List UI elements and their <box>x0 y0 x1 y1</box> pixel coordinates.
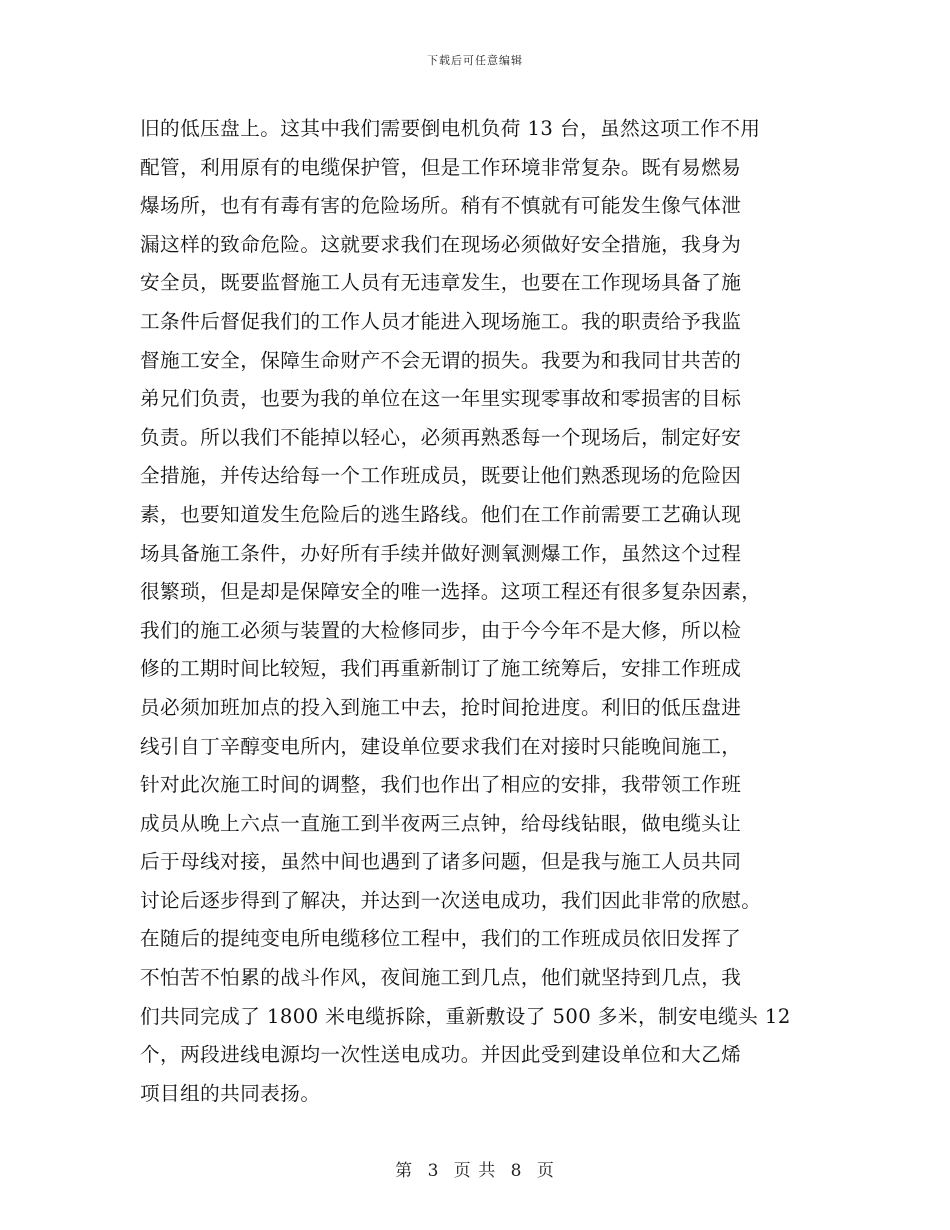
text-line: 员必须加班加点的投入到施工中去，抢时间抢进度。利旧的低压盘进 <box>140 695 742 719</box>
text-line: 很繁琐，但是却是保障安全的唯一选择。这项工程还有很多复杂因素， <box>140 580 762 604</box>
text-line: 工条件后督促我们的工作人员才能进入现场施工。我的职责给予我监 <box>140 309 742 333</box>
footer-prefix: 第 <box>395 1161 414 1181</box>
text-line: 成员从晚上六点一直施工到半夜两三点钟，给母线钻眼，做电缆头让 <box>140 811 742 835</box>
text-line: 后于母线对接，虽然中间也遇到了诸多问题，但是我与施工人员共同 <box>140 850 742 874</box>
text-line: 场具备施工条件，办好所有手续并做好测氧测爆工作，虽然这个过程 <box>140 541 742 565</box>
text-line: 在随后的提纯变电所电缆移位工程中，我们的工作班成员依旧发挥了 <box>140 927 742 951</box>
text-line: 讨论后逐步得到了解决，并达到一次送电成功，我们因此非常的欣慰。 <box>140 888 762 912</box>
page-header: 下载后可任意编辑 <box>427 54 523 67</box>
text-line: 线引自丁辛醇变电所内，建设单位要求我们在对接时只能晚间施工， <box>140 734 742 758</box>
footer-suffix: 页 <box>536 1161 555 1181</box>
text-line: 配管，利用原有的电缆保护管，但是工作环境非常复杂。既有易燃易 <box>140 155 742 179</box>
text-line: 项目组的共同表扬。 <box>140 1081 321 1105</box>
text-line: 素，也要知道发生危险后的逃生路线。他们在工作前需要工艺确认现 <box>140 502 742 526</box>
text-line: 漏这样的致命危险。这就要求我们在现场必须做好安全措施，我身为 <box>140 232 742 256</box>
text-line: 个，两段进线电源均一次性送电成功。并因此受到建设单位和大乙烯 <box>140 1043 742 1067</box>
body-text <box>140 110 810 1113</box>
text-line: 全措施，并传达给每一个工作班成员，既要让他们熟悉现场的危险因 <box>140 464 742 488</box>
text-line: 我们的施工必须与装置的大检修同步，由于今今年不是大修，所以检 <box>140 618 742 642</box>
text-line: 旧的低压盘上。这其中我们需要倒电机负荷 13 台，虽然这项工作不用 <box>140 117 761 140</box>
text-line: 弟兄们负责，也要为我的单位在这一年里实现零事故和零损害的目标 <box>140 387 742 411</box>
page-footer <box>0 1156 950 1181</box>
text-line: 们共同完成了 1800 米电缆拆除，重新敷设了 500 多米，制安电缆头 12 <box>140 1004 791 1028</box>
current-page-number: 3 <box>427 1161 440 1181</box>
footer-middle: 页 共 <box>453 1161 497 1181</box>
text-line: 督施工安全，保障生命财产不会无谓的损失。我要为和我同甘共苦的 <box>140 348 742 372</box>
text-line: 爆场所，也有有毒有害的危险场所。稍有不慎就有可能发生像气体泄 <box>140 194 742 218</box>
text-line: 不怕苦不怕累的战斗作风，夜间施工到几点，他们就坚持到几点，我 <box>140 966 742 990</box>
text-line: 修的工期时间比较短，我们再重新制订了施工统筹后，安排工作班成 <box>140 657 742 681</box>
text-line: 安全员，既要监督施工人员有无违章发生，也要在工作现场具备了施 <box>140 271 742 295</box>
total-page-number: 8 <box>510 1161 523 1181</box>
text-line: 负责。所以我们不能掉以轻心，必须再熟悉每一个现场后，制定好安 <box>140 425 742 449</box>
text-line: 针对此次施工时间的调整，我们也作出了相应的安排，我带领工作班 <box>140 773 742 797</box>
